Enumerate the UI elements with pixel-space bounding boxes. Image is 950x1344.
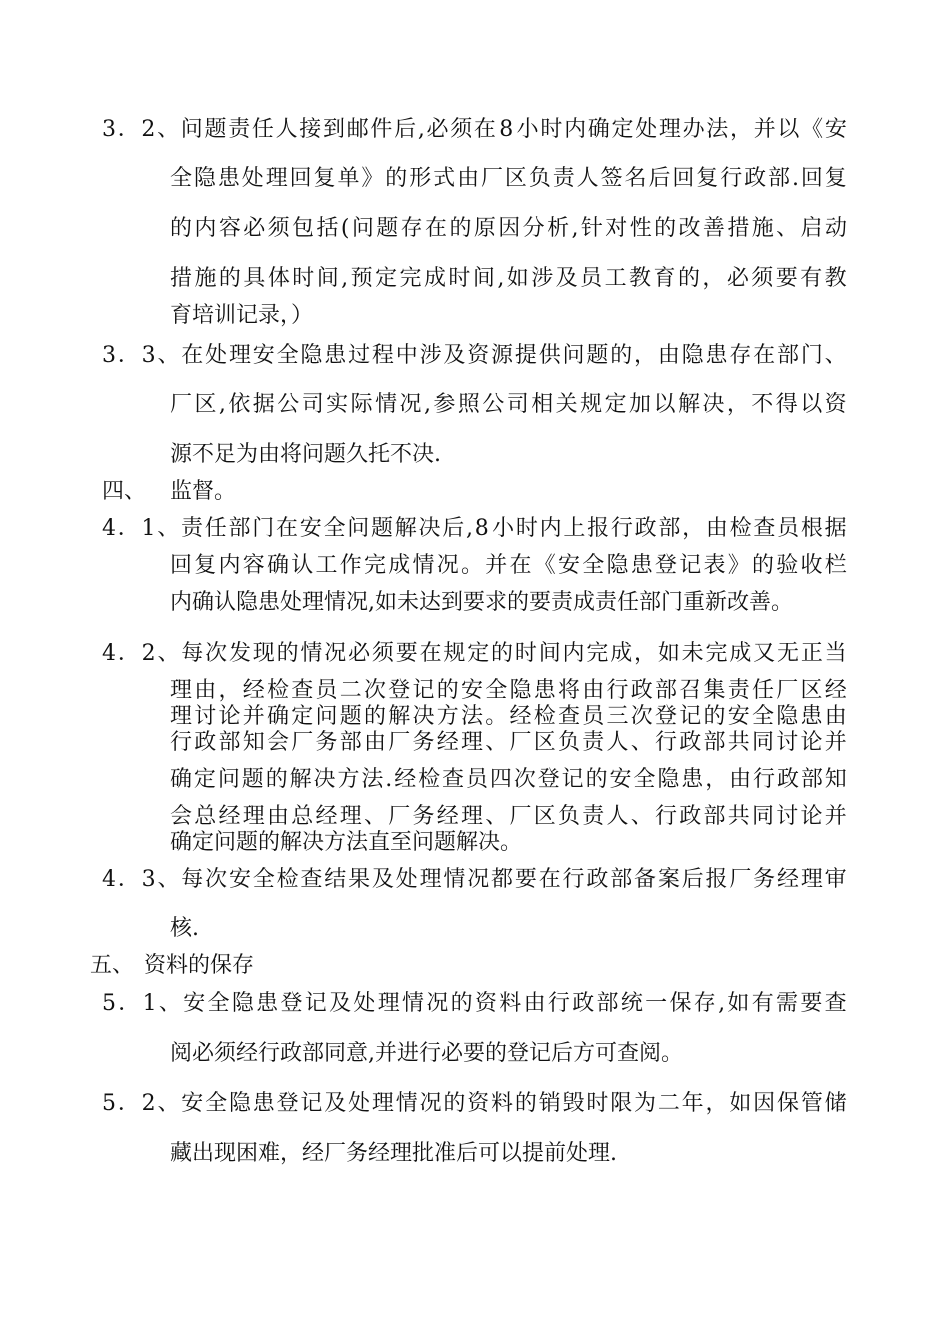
item-4-2-line-2: 理 由 ， 经 检 查 员 二 次 登 记 的 安 全 隐 患 将 由 行 政 部 召 集 责 任 厂 区 经 xyxy=(170,678,847,703)
item-4-1-line-2: 回 复 内 容 确 认 工 作 完 成 情 况 。 并 在 《 安 全 隐 患 登 记 表 》 的 验 收 栏 xyxy=(170,553,847,578)
item-4-3-line-2: 核. xyxy=(170,916,199,941)
item-3-2-line-2: 全 隐 患 处 理 回 复 单 》 的 形 式 由 厂 区 负 责 人 签 名 后 回 复 行 政 部 . 回 复 xyxy=(170,166,847,191)
item-3-3-line-3: 源不足为由将问题久托不决. xyxy=(170,442,441,467)
item-4-1-line-1: 4 ． 1 、 责 任 部 门 在 安 全 问 题 解 决 后 , 8 小 时 内 上 报 行 政 部 ， 由 检 查 员 根 据 xyxy=(102,516,847,541)
item-5-1-line-2: 阅必须经行政部同意,并进行必要的登记后方可查阅。 xyxy=(170,1041,683,1066)
item-4-2-line-3: 理 讨 论 并 确 定 问 题 的 解 决 方 法 。 经 检 查 员 三 次 登 记 的 安 全 隐 患 由 xyxy=(170,704,847,729)
item-4-2-line-1: 4 ． 2 、 每 次 发 现 的 情 况 必 须 要 在 规 定 的 时 间 内 完 成 ， 如 未 完 成 又 无 正 当 xyxy=(102,641,847,666)
item-3-2-line-4: 措 施 的 具 体 时 间 , 预 定 完 成 时 间 , 如 涉 及 员 工 教 育 的 ， 必 须 要 有 教 xyxy=(170,266,847,291)
section-5-title: 资料的保存 xyxy=(144,953,255,978)
item-4-1-line-3: 内确认隐患处理情况,如未达到要求的要责成责任部门重新改善。 xyxy=(170,590,793,615)
section-4-title: 监督。 xyxy=(170,479,237,504)
item-3-2-line-1: 3 ． 2 、 问 题 责 任 人 接 到 邮 件 后 , 必 须 在 8 小 时 内 确 定 处 理 办 法 ， 并 以 《 安 xyxy=(102,117,847,142)
section-4-number: 四、 xyxy=(102,479,147,504)
item-4-2-line-7: 确定问题的解决方法直至问题解决。 xyxy=(170,830,523,855)
item-4-2-line-6: 会 总 经 理 由 总 经 理 、 厂 务 经 理 、 厂 区 负 责 人 、 行 政 部 共 同 讨 论 并 xyxy=(170,804,847,829)
item-4-2-line-5: 确 定 问 题 的 解 决 方 法 . 经 检 查 员 四 次 登 记 的 安 全 隐 患 ， 由 行 政 部 知 xyxy=(170,767,847,792)
item-5-1-line-1: 5 ． 1 、 安 全 隐 患 登 记 及 处 理 情 况 的 资 料 由 行 政 部 统 一 保 存 , 如 有 需 要 查 xyxy=(102,991,847,1016)
item-4-2-line-4: 行 政 部 知 会 厂 务 部 由 厂 务 经 理 、 厂 区 负 责 人 、 行 政 部 共 同 讨 论 并 xyxy=(170,730,847,755)
item-5-2-line-1: 5 ． 2 、 安 全 隐 患 登 记 及 处 理 情 况 的 资 料 的 销 毁 时 限 为 二 年 ， 如 因 保 管 储 xyxy=(102,1091,847,1116)
section-5-number: 五、 xyxy=(90,953,135,978)
item-5-2-line-2: 藏出现困难，经厂务经理批准后可以提前处理. xyxy=(170,1141,617,1166)
item-3-2-line-5: 育培训记录，） xyxy=(170,303,314,328)
item-4-3-line-1: 4 ． 3 、 每 次 安 全 检 查 结 果 及 处 理 情 况 都 要 在 行 政 部 备 案 后 报 厂 务 经 理 审 xyxy=(102,867,847,892)
item-3-3-line-2: 厂 区 , 依 据 公 司 实 际 情 况 , 参 照 公 司 相 关 规 定 加 以 解 决 ， 不 得 以 资 xyxy=(170,392,847,417)
item-3-3-line-1: 3 ． 3 、 在 处 理 安 全 隐 患 过 程 中 涉 及 资 源 提 供 问 题 的 ， 由 隐 患 存 在 部 门 、 xyxy=(102,343,847,368)
item-3-2-line-3: 的 内 容 必 须 包 括 ( 问 题 存 在 的 原 因 分 析 , 针 对 性 的 改 善 措 施 、 启 动 xyxy=(170,216,847,241)
